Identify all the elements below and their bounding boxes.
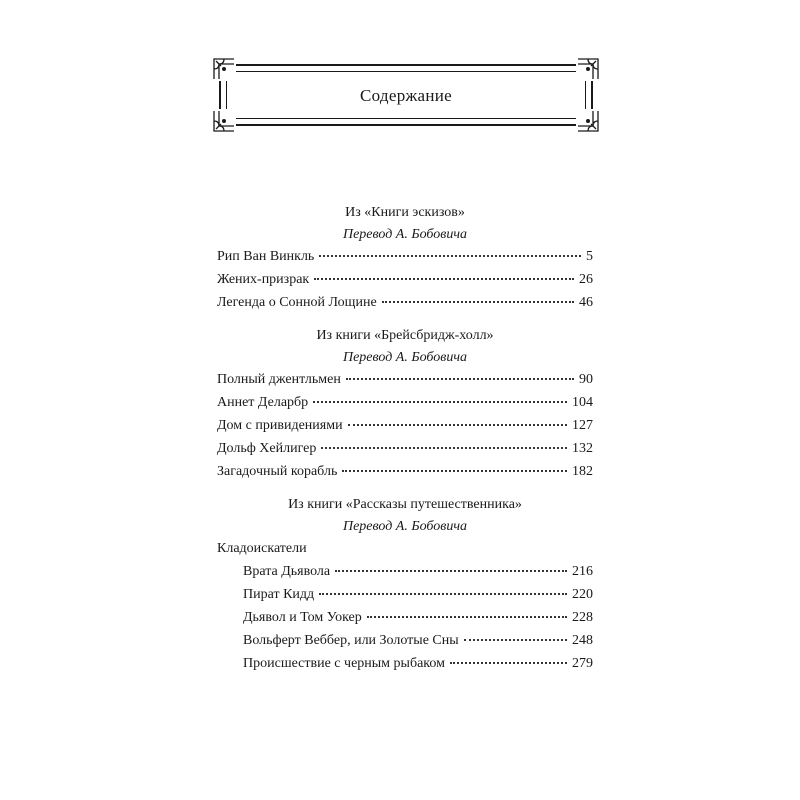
toc-entry[interactable] — [217, 372, 593, 388]
dot-leader — [321, 447, 567, 449]
toc-entry-title: Легенда о Сонной Лощине — [217, 295, 377, 310]
toc-entry-page: 5 — [586, 249, 593, 264]
title-frame — [219, 64, 593, 126]
toc-entry-page: 127 — [572, 418, 593, 433]
dot-leader — [335, 570, 567, 572]
toc-entry-title: Пират Кидд — [243, 587, 315, 602]
ornament-corner-icon — [212, 109, 236, 133]
toc-entry-title: Дом с привидениями — [217, 418, 343, 433]
dot-leader — [346, 378, 574, 380]
ornament-corner-icon — [576, 109, 600, 133]
dot-leader — [342, 470, 567, 472]
toc-entry[interactable] — [217, 395, 593, 411]
toc-entry[interactable] — [243, 633, 593, 649]
dot-leader — [382, 301, 574, 303]
toc-entry[interactable] — [243, 564, 593, 580]
dot-leader — [367, 616, 567, 618]
dot-leader — [464, 639, 567, 641]
dot-leader — [319, 255, 581, 257]
dot-leader — [348, 424, 567, 426]
toc-entry[interactable] — [217, 249, 593, 265]
toc-entry-title: Жених-призрак — [217, 272, 310, 287]
toc-entry-page: 248 — [572, 633, 593, 648]
toc-entry-title: Дольф Хейлигер — [217, 441, 317, 456]
dot-leader — [314, 278, 574, 280]
toc-entry-title: Загадочный корабль — [217, 464, 338, 479]
toc-entry-page: 228 — [572, 610, 593, 625]
section-heading: Из книги «Брейсбридж-холл» — [316, 328, 494, 343]
toc-entry-title: Происшествие с черным рыбаком — [243, 656, 445, 671]
dot-leader — [319, 593, 567, 595]
toc-entry-title: Рип Ван Винкль — [217, 249, 315, 264]
toc-entry-page: 182 — [572, 464, 593, 479]
translator-credit: Перевод А. Бобовича — [342, 519, 468, 534]
translator-credit: Перевод А. Бобовича — [342, 227, 468, 242]
toc-entry[interactable] — [243, 656, 593, 672]
translator-credit: Перевод А. Бобовича — [342, 350, 468, 365]
toc-entry[interactable] — [217, 464, 593, 480]
toc-entry[interactable] — [217, 441, 593, 457]
dot-leader — [313, 401, 567, 403]
section-heading: Из «Книги эскизов» — [345, 205, 465, 220]
toc-entry[interactable] — [243, 587, 593, 603]
toc-entry-title: Врата Дьявола — [243, 564, 331, 579]
toc-entry-title: Дьявол и Том Уокер — [243, 610, 362, 625]
toc-entry-title: Полный джентльмен — [217, 372, 341, 387]
dot-leader — [450, 662, 567, 664]
toc-entry-page: 104 — [572, 395, 593, 410]
toc-entry-page: 46 — [579, 295, 593, 310]
toc-entry-page: 216 — [572, 564, 593, 579]
toc-entry-page: 90 — [579, 372, 593, 387]
toc-entry-title: Аннет Деларбр — [217, 395, 309, 410]
toc-entry-page: 220 — [572, 587, 593, 602]
toc-entry[interactable] — [217, 418, 593, 434]
section-heading: Из книги «Рассказы путешественника» — [288, 497, 522, 512]
toc-entry[interactable] — [217, 272, 593, 288]
toc-entry[interactable] — [243, 610, 593, 626]
ornament-corner-icon — [212, 57, 236, 81]
toc-entry-title: Вольферт Веббер, или Золотые Сны — [243, 633, 459, 648]
toc-group-title: Кладоискатели — [217, 541, 307, 556]
toc-entry-page: 132 — [572, 441, 593, 456]
page-title: Содержание — [359, 86, 453, 105]
toc-entry-page: 279 — [572, 656, 593, 671]
toc-entry[interactable] — [217, 295, 593, 311]
ornament-corner-icon — [576, 57, 600, 81]
toc-entry-page: 26 — [579, 272, 593, 287]
